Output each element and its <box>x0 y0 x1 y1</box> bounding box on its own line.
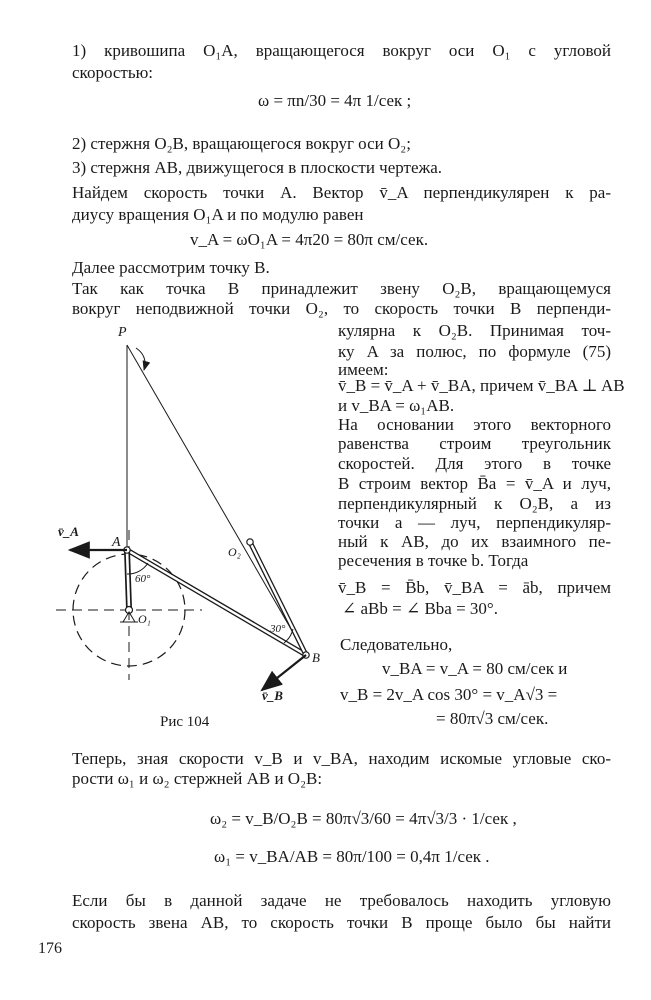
text-line: Следовательно, <box>340 635 453 654</box>
label-A: A <box>112 535 121 550</box>
text-line: скорость звена AB, то скорость точки B проще было бы найти <box>72 913 611 932</box>
text-line: Найдем скорость точки A. Вектор v̄_A перпендикулярен к ра- <box>72 183 611 202</box>
text-line: На основании этого векторного <box>338 415 611 434</box>
equation-vB-cos: v_B = 2v_A cos 30° = v_A√3 = <box>340 685 558 704</box>
label-vB: v̄_B <box>262 688 283 703</box>
text-line: рости ω₁ и ω₂ стержней AB и O₂B: <box>72 769 323 788</box>
text-line: B строим вектор B̄a = v̄_A и луч, <box>338 474 611 493</box>
text-line: имеем: <box>338 360 389 379</box>
text-line: скоростей. Для этого в точке <box>338 454 611 473</box>
figure-caption: Рис 104 <box>160 714 210 730</box>
joint-O2 <box>247 539 253 545</box>
text-line: 3) стержня AB, движущегося в плоскости чертежа. <box>72 158 443 177</box>
label-B: B <box>312 650 320 665</box>
rotation-arrow <box>136 348 145 370</box>
equation-omega: ω = πn/30 = 4π 1/сек ; <box>258 91 412 110</box>
equation-vB-Bb: v̄_B = B̄b, v̄_BA = āb, причем <box>338 578 611 597</box>
page-number: 176 <box>38 940 62 957</box>
equation-vB-vector: v̄_B = v̄_A + v̄_BA, причем v̄_BA ⊥ AB <box>338 376 625 395</box>
mechanism-diagram <box>36 320 336 710</box>
velocity-vB-arrow <box>262 655 306 690</box>
equation-angles: ∠ aBb = ∠ Bba = 30°. <box>342 599 498 618</box>
label-vA: v̄_A <box>58 524 79 539</box>
equation-omega1: ω₁ = v_BA/AB = 80π/100 = 0,4π 1/сек . <box>214 847 490 866</box>
label-O2: O₂ <box>228 545 241 559</box>
equation-vA: v_A = ωO₁A = 4π20 = 80π см/сек. <box>190 230 429 249</box>
text-line: точки a — луч, перпендикуляр- <box>338 513 611 532</box>
text-line: 2) стержня O₂B, вращающегося вокруг оси O₂; <box>72 134 411 153</box>
text-line: перпендикулярный к O₂B, а из <box>338 494 611 513</box>
text-line: Далее рассмотрим точку B. <box>72 258 270 277</box>
text-line: ресечения в точке b. Тогда <box>338 551 529 570</box>
text-line: и v_BA = ω₁AB. <box>338 396 455 415</box>
text-line: ку A за полюс, по формуле (75) <box>338 342 611 361</box>
text-line: Если бы в данной задаче не требовалось находить угловую <box>72 891 611 910</box>
equation-vBA: v_BA = v_A = 80 см/сек и <box>382 659 568 678</box>
label-angle-60: 60° <box>135 573 151 585</box>
text-line: равенства строим треугольник <box>338 434 611 453</box>
equation-omega2: ω₂ = v_B/O₂B = 80π√3/60 = 4π√3/3 · 1/сек , <box>210 809 517 828</box>
text-line: ный к AB, до их взаимного пе- <box>338 532 611 551</box>
text-line: скоростью: <box>72 63 154 82</box>
text-line: 1) кривошипа O₁A, вращающегося вокруг оси O₁ с угловой <box>72 41 611 60</box>
text-line: вокруг неподвижной точки O₂, то скорость точки B перпенди- <box>72 299 611 318</box>
line-PB <box>127 345 306 655</box>
text-line: Теперь, зная скорости v_B и v_BA, находим искомые угловые ско- <box>72 749 611 768</box>
label-O1: O₁ <box>138 612 151 626</box>
text-line: кулярна к O₂B. Принимая точ- <box>338 321 611 340</box>
text-line: Так как точка B принадлежит звену O₂B, вращающемуся <box>72 279 611 298</box>
equation-vB-result: = 80π√3 см/сек. <box>436 709 549 728</box>
text-line: диусу вращения O₁A и по модулю равен <box>72 205 364 224</box>
label-angle-30: 30° <box>270 623 286 635</box>
label-P: P <box>118 325 127 340</box>
